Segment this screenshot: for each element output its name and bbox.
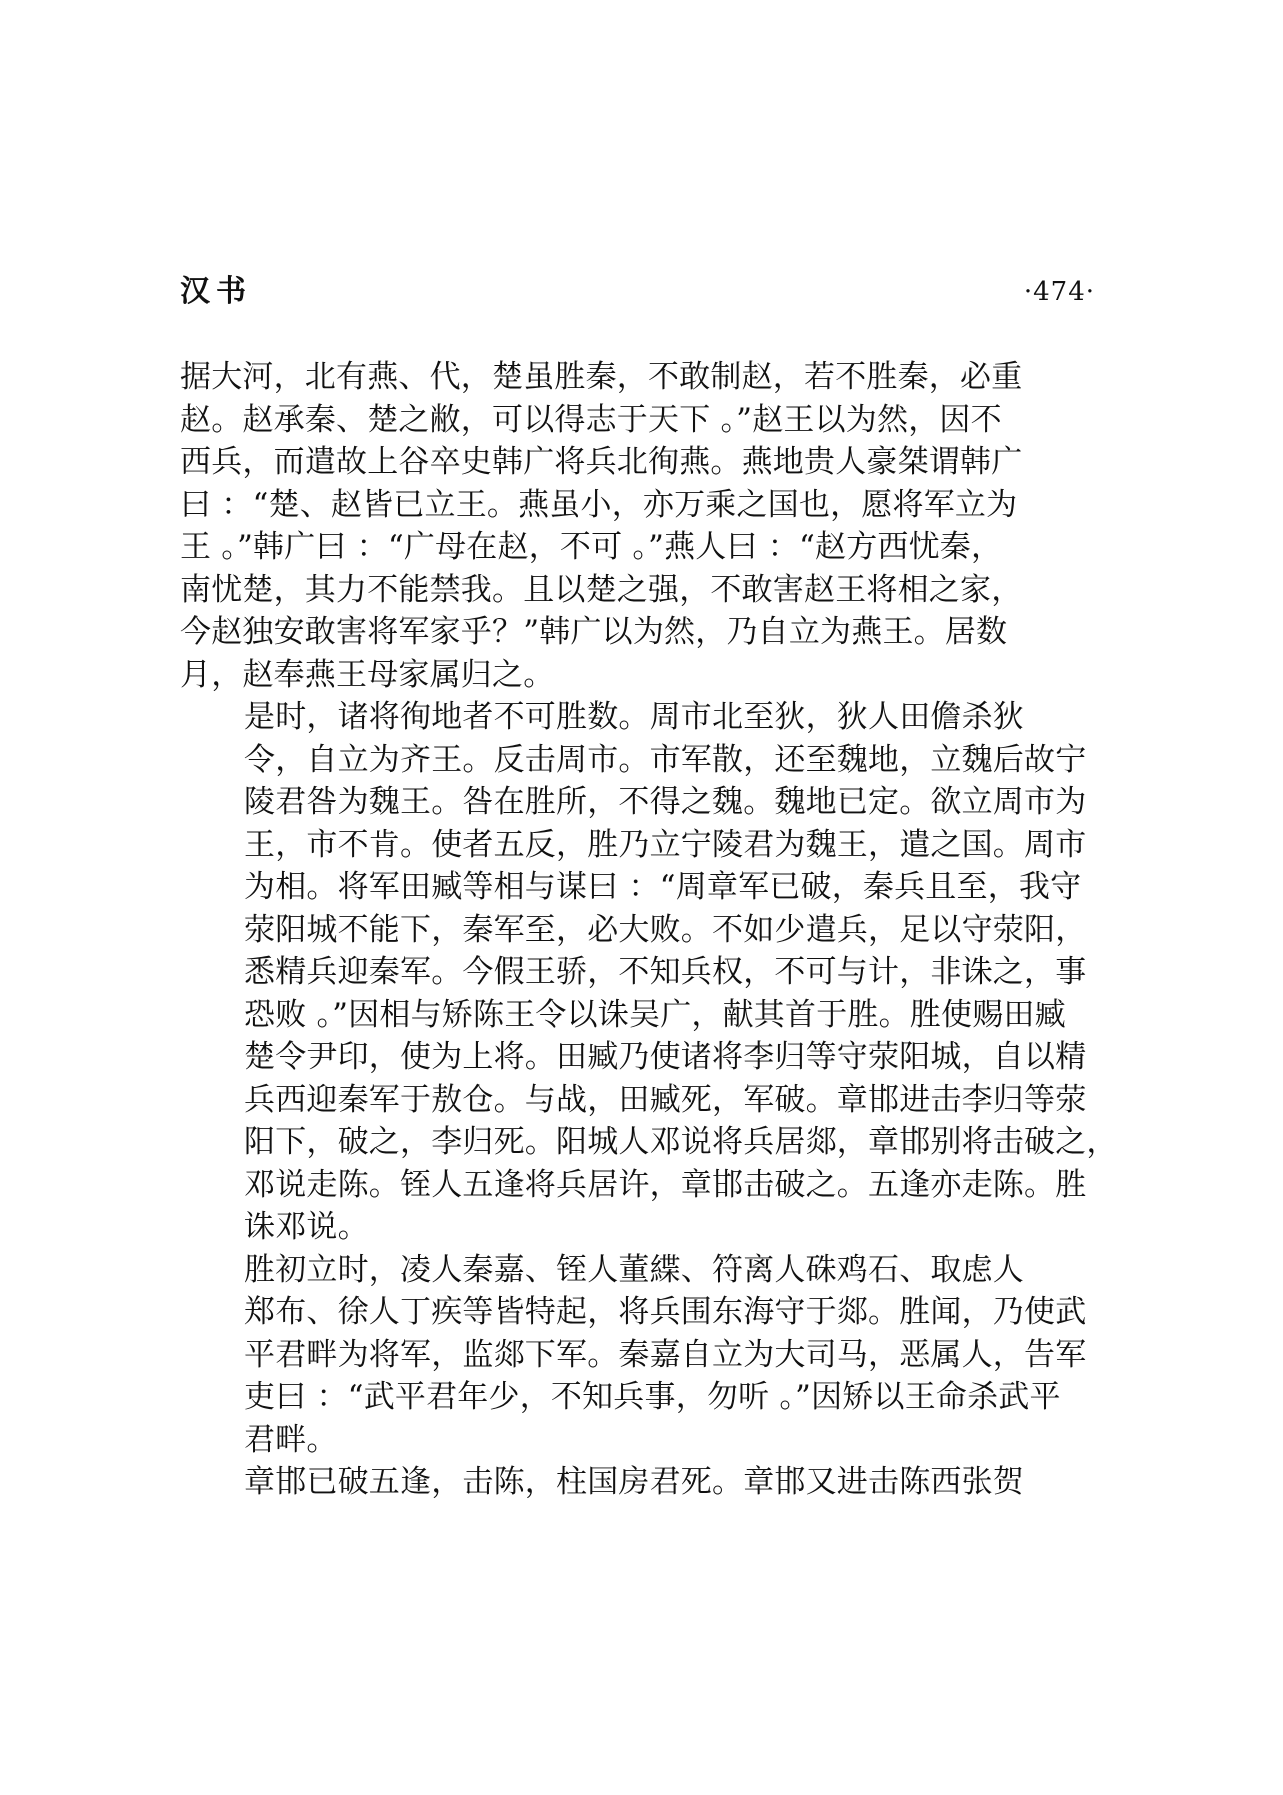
paragraph [180,1249,1095,1462]
text-line: 平君畔为将军，监郯下军。秦嘉自立为大司马，恶属人，告军 [244,1336,1087,1373]
paragraph [180,696,1118,1249]
paragraph [180,1461,1095,1504]
text-line: 阳下，破之，李归死。阳城人邓说将兵居郯，章邯别将击破之， [244,1124,1118,1160]
text-line: 胜初立时，凌人秦嘉、铚人董緤、符离人硃鸡石、取虑人 [244,1251,1024,1288]
body-text [180,356,1118,1504]
text-line: 邓说走陈。铚人五逢将兵居许，章邯击破之。五逢亦走陈。胜 [244,1166,1087,1203]
text-line: 今赵独安敢害将军家乎？”韩广以为然，乃自立为燕王。居数 [180,614,1008,650]
text-line: 西兵，而遣故上谷卒史韩广将兵北徇燕。燕地贵人豪桀谓韩广 [180,444,1023,480]
text-line: 曰 ：“楚、赵皆已立王。燕虽小，亦万乘之国也，愿将军立为 [180,486,1018,523]
text-line: 荥阳城不能下，秦军至，必大败。不如少遣兵，足以守荥阳， [244,911,1087,948]
text-line: 王 。”韩广曰 ：“广母在赵，不可 。”燕人曰 ：“赵方西忧秦， [180,529,1003,565]
text-line: 赵。赵承秦、楚之敝，可以得志于天下 。”赵王以为然，因不 [180,401,1002,438]
text-line: 王，市不肯。使者五反，胜乃立宁陵君为魏王，遣之国。周市 [244,826,1087,863]
text-line: 吏曰 ：“武平君年少，不知兵事，勿听 。”因矫以王命杀武平 [244,1379,1061,1415]
page-header [180,270,1095,314]
page-number: ·474· [1023,277,1095,307]
text-line: 悉精兵迎秦军。今假王骄，不知兵权，不可与计，非诛之，事 [244,954,1087,990]
text-line: 君畔。 [244,1421,338,1458]
text-line: 诛邓说。 [244,1209,369,1245]
running-title: 汉书 [180,274,252,309]
text-line: 是时，诸将徇地者不可胜数。周市北至狄，狄人田儋杀狄 [244,699,1024,735]
text-line: 恐败 。”因相与矫陈王令以诛吴广，献其首于胜。胜使赐田臧 [244,996,1066,1033]
text-line: 令，自立为齐王。反击周市。市军散，还至魏地，立魏后故宁 [244,741,1087,778]
text-line: 南忧楚，其力不能禁我。且以楚之强，不敢害赵王将相之家， [180,571,1023,608]
paragraph [180,356,1095,696]
text-line: 陵君咎为魏王。咎在胜所，不得之魏。魏地已定。欲立周市为 [244,784,1087,820]
text-line: 郑布、徐人丁疾等皆特起，将兵围东海守于郯。胜闻，乃使武 [244,1294,1087,1330]
text-line: 章邯已破五逢，击陈，柱国房君死。章邯又进击陈西张贺 [244,1464,1024,1500]
text-line: 楚令尹印，使为上将。田臧乃使诸将李归等守荥阳城，自以精 [244,1039,1087,1075]
text-line: 据大河，北有燕、代，楚虽胜秦，不敢制赵，若不胜秦，必重 [180,359,1023,395]
text-line: 月，赵奉燕王母家属归之。 [180,656,555,693]
text-line: 为相。将军田臧等相与谋曰 ：“周章军已破，秦兵且至，我守 [244,869,1082,905]
text-line: 兵西迎秦军于敖仓。与战，田臧死，军破。章邯进击李归等荥 [244,1081,1087,1118]
